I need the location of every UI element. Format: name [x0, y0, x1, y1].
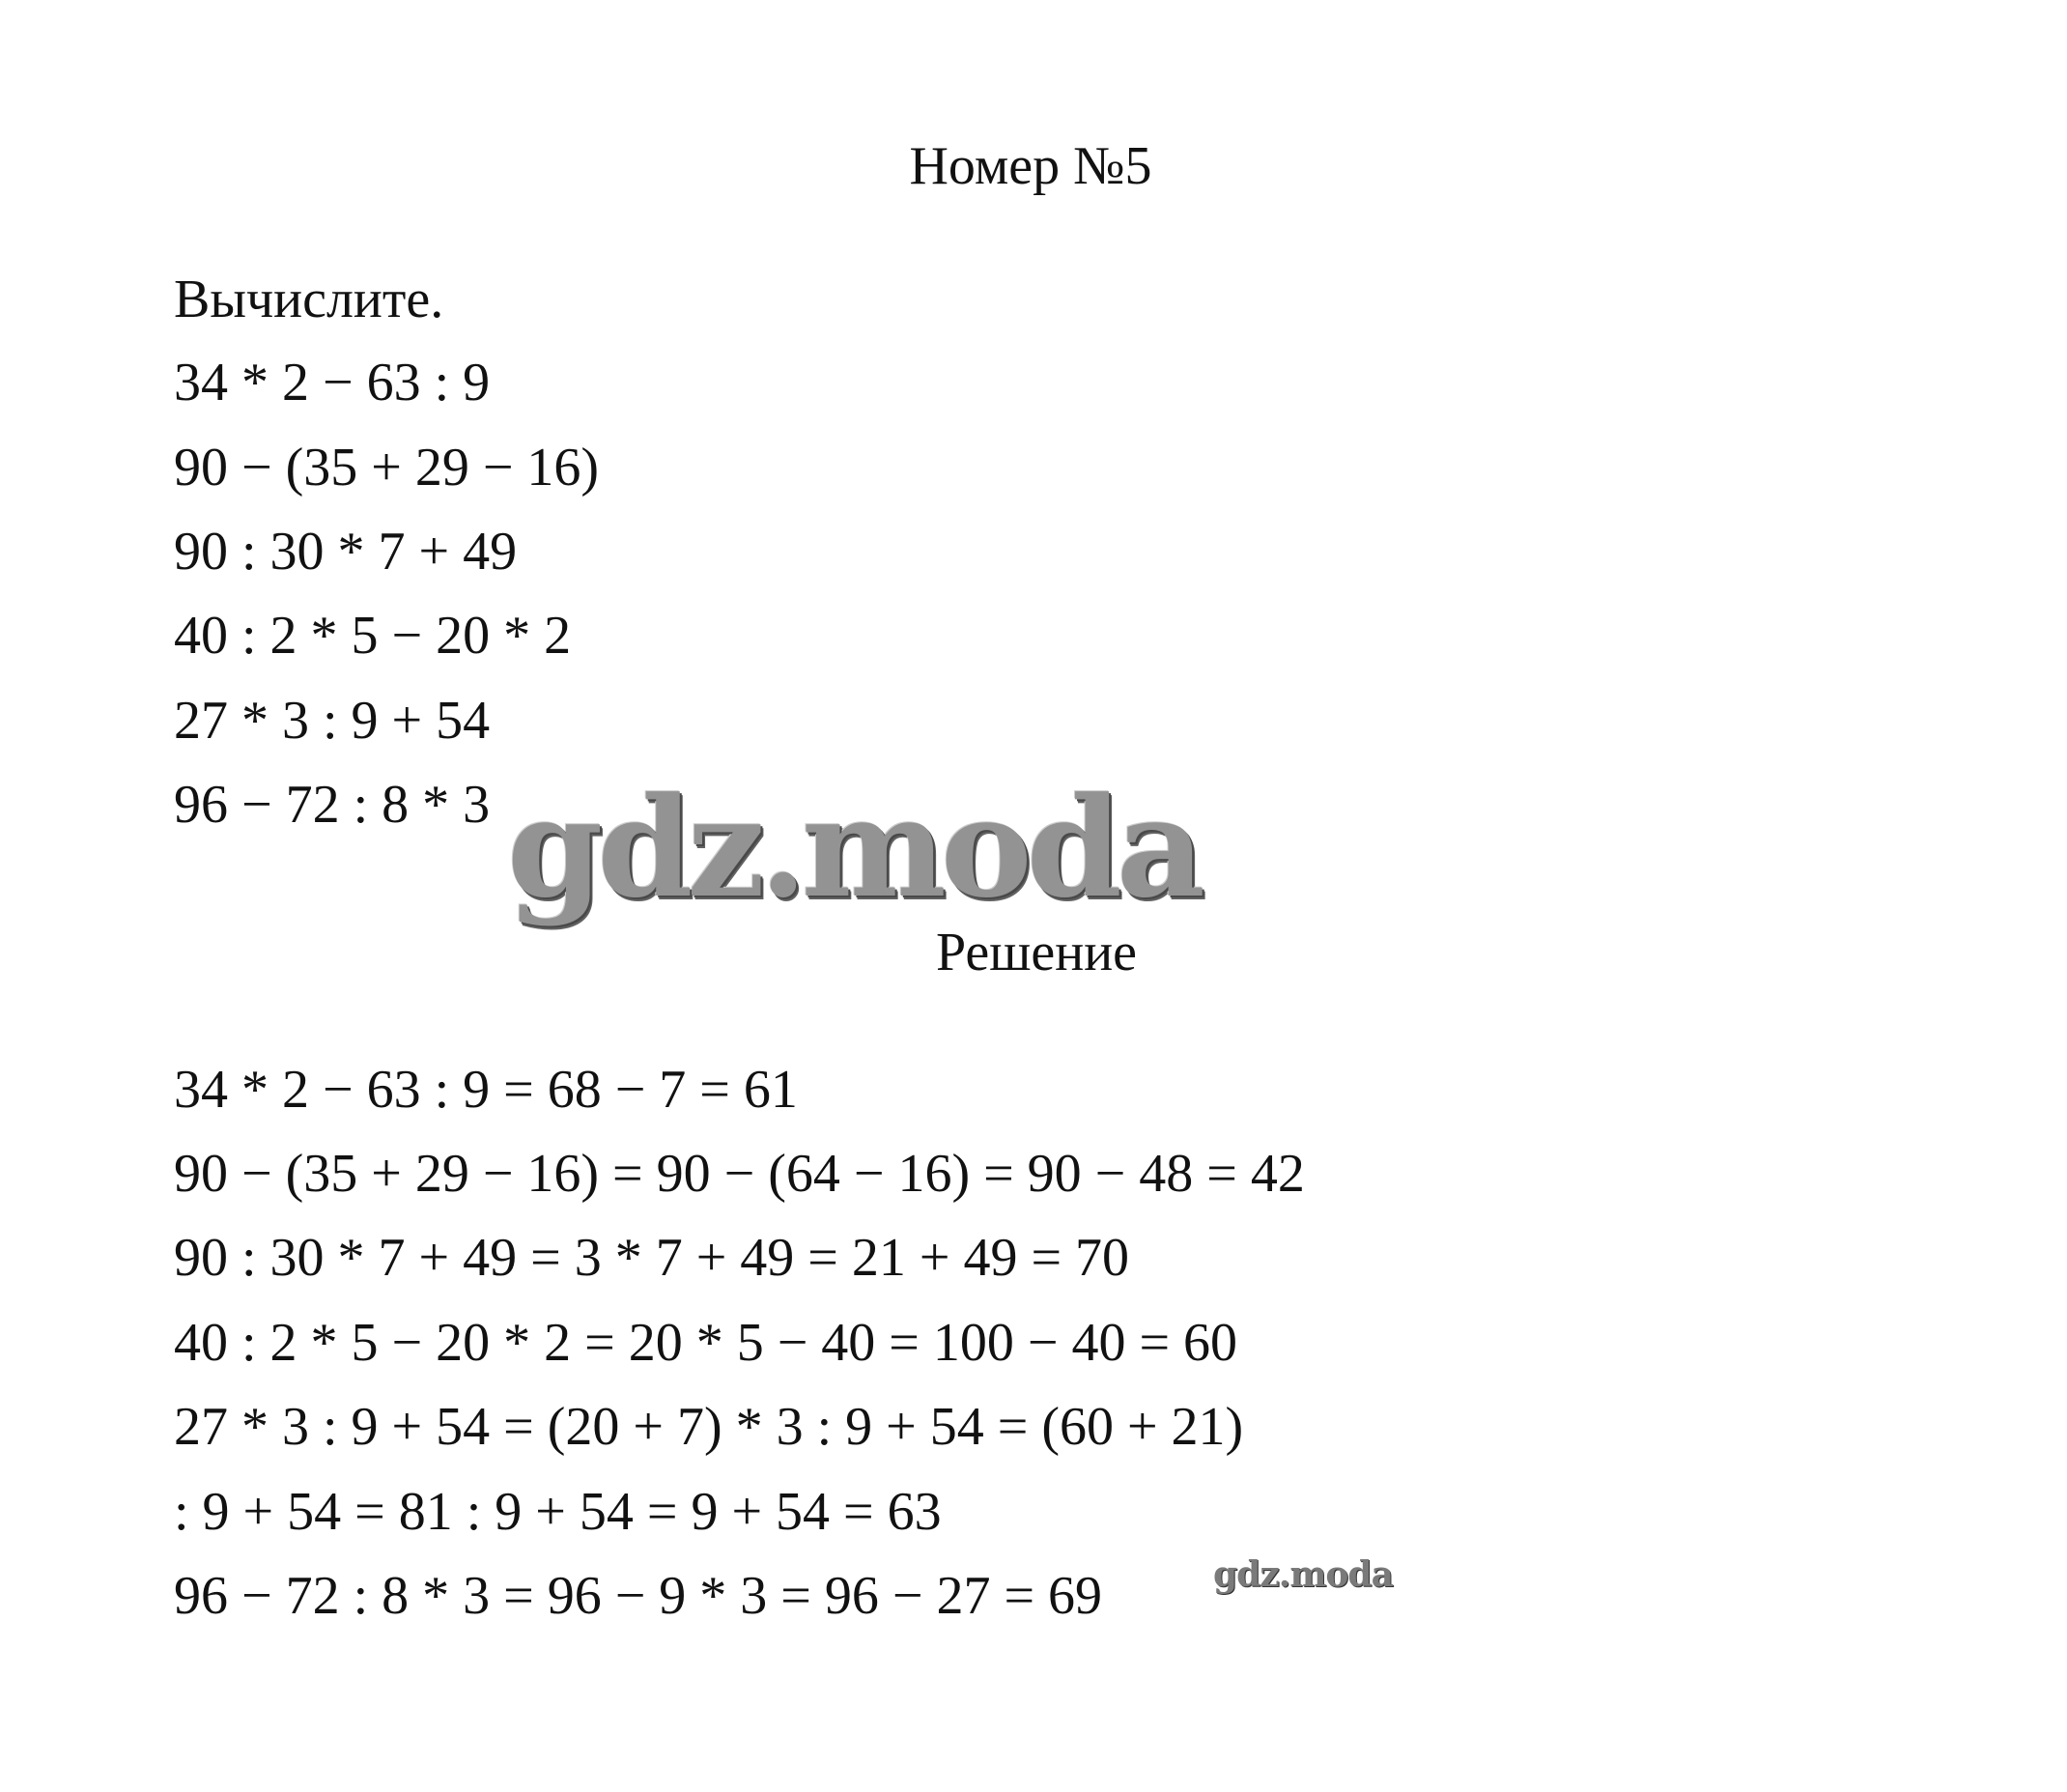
- watermark-logo: gdz.moda: [507, 768, 1200, 928]
- task-expression: 96 − 72 : 8 * 3: [174, 775, 491, 835]
- solution-line: 34 * 2 − 63 : 9 = 68 − 7 = 61: [174, 1060, 798, 1120]
- task-expression: 90 : 30 * 7 + 49: [174, 522, 518, 582]
- task-expression: 27 * 3 : 9 + 54: [174, 691, 491, 751]
- page-title: [0, 124, 2067, 209]
- solution-line: : 9 + 54 = 81 : 9 + 54 = 9 + 54 = 63: [174, 1482, 942, 1542]
- task-expression: 40 : 2 * 5 − 20 * 2: [174, 606, 572, 666]
- task-heading: Вычислите.: [174, 270, 444, 329]
- solution-line: 27 * 3 : 9 + 54 = (20 + 7) * 3 : 9 + 54 = (60 + 21): [174, 1397, 1244, 1457]
- solution-line: 96 − 72 : 8 * 3 = 96 − 9 * 3 = 96 − 27 = 69: [174, 1566, 1103, 1626]
- solution-line: 90 : 30 * 7 + 49 = 3 * 7 + 49 = 21 + 49 = 70: [174, 1228, 1130, 1288]
- task-expression: 34 * 2 − 63 : 9: [174, 353, 491, 412]
- solution-line: 40 : 2 * 5 − 20 * 2 = 20 * 5 − 40 = 100 − 40 = 60: [174, 1313, 1238, 1373]
- solution-heading-text: Решение: [935, 923, 1138, 982]
- solution-line: 90 − (35 + 29 − 16) = 90 − (64 − 16) = 90 − 48 = 42: [174, 1144, 1305, 1204]
- task-expression: 90 − (35 + 29 − 16): [174, 438, 600, 498]
- page-title-text: Номер №5: [909, 136, 1152, 196]
- watermark-small-logo: gdz.moda: [1213, 1554, 1393, 1595]
- solution-heading: [0, 910, 2067, 995]
